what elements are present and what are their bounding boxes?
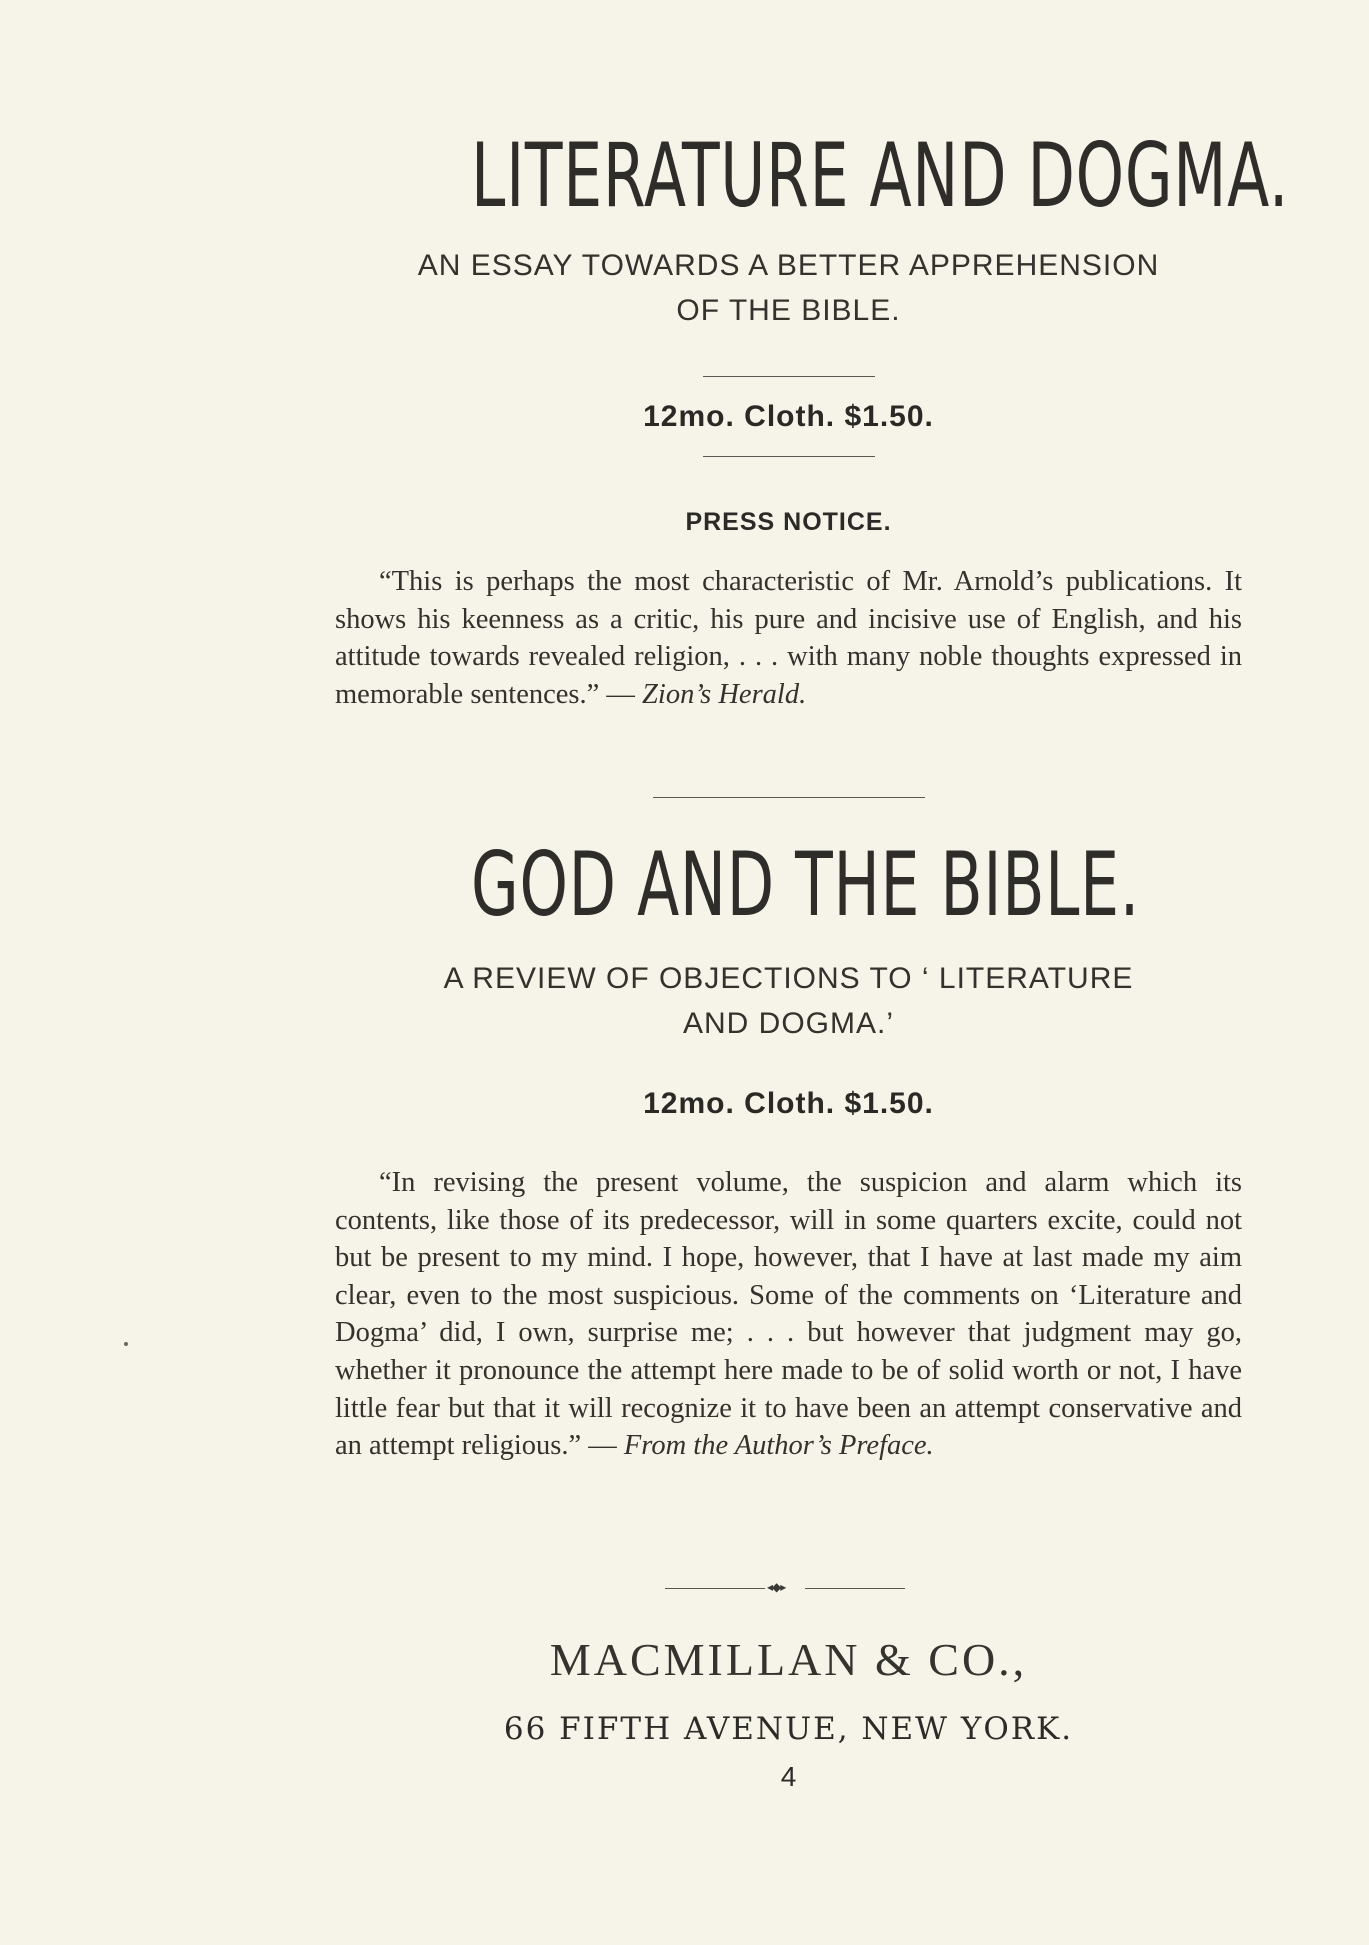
book-subtitle-line-2: AND DOGMA.’ <box>682 1007 894 1040</box>
book-subtitle-line-1: A REVIEW OF OBJECTIONS TO ‘ LITERATURE <box>443 962 1134 995</box>
book-price: 12mo. Cloth. $1.50. <box>643 1087 934 1120</box>
quote-source: From the Author’s Preface. <box>623 1430 934 1462</box>
ornament-rule-left <box>665 1588 765 1589</box>
publisher-name: MACMILLAN & CO., <box>549 1634 1028 1685</box>
quote-text: “This is perhaps the most characteristic of Mr. Arnold’s publications. It shows his keenness as a critic, his pure and incisive use of English, and his attitude towards revealed religion, . . . with many noble thoughts expressed in memorable sentences.” — <box>335 566 1242 710</box>
divider-rule <box>703 456 875 457</box>
ornament-diamond-icon: ◂◆▸ <box>767 1580 786 1594</box>
book-title-literature-and-dogma: LITERATURE AND DOGMA. <box>471 124 1290 227</box>
section-divider-rule <box>653 797 925 798</box>
advertisement-page <box>335 0 1290 1945</box>
publisher-address: 66 FIFTH AVENUE, NEW YORK. <box>503 1711 1074 1747</box>
book-title-god-and-the-bible: GOD AND THE BIBLE. <box>471 833 1141 936</box>
quote-text: “In revising the present volume, the suspicion and alarm which its contents, like those of its predecessor, will in some quarters excite, could not but be present to my mind. I hope, however, that I have at last made my aim clear, even to the most suspicious. Some of the comments on ‘Literature and Dogma’ did, I own, surprise me; . . . but however that judgment may go, whether it pronounce the attempt here made to be of solid worth or not, I have little fear but that it will recognize it to have been an attempt conservative and an attempt religious.” — <box>335 1167 1242 1462</box>
press-notice-quote <box>335 563 1242 713</box>
quote-source: Zion’s Herald. <box>642 678 807 710</box>
page-number: 4 <box>780 1761 797 1792</box>
book-price: 12mo. Cloth. $1.50. <box>643 400 934 433</box>
preface-quote <box>335 1164 1242 1465</box>
book-subtitle <box>335 956 1242 1046</box>
book-subtitle-line-1: AN ESSAY TOWARDS A BETTER APPREHENSION <box>417 249 1160 282</box>
divider-rule <box>703 376 875 377</box>
ornament-rule-right <box>805 1588 905 1589</box>
press-notice-heading: PRESS NOTICE. <box>685 508 892 536</box>
stray-mark <box>124 1342 128 1346</box>
book-subtitle <box>335 243 1242 333</box>
book-subtitle-line-2: OF THE BIBLE. <box>676 294 901 327</box>
